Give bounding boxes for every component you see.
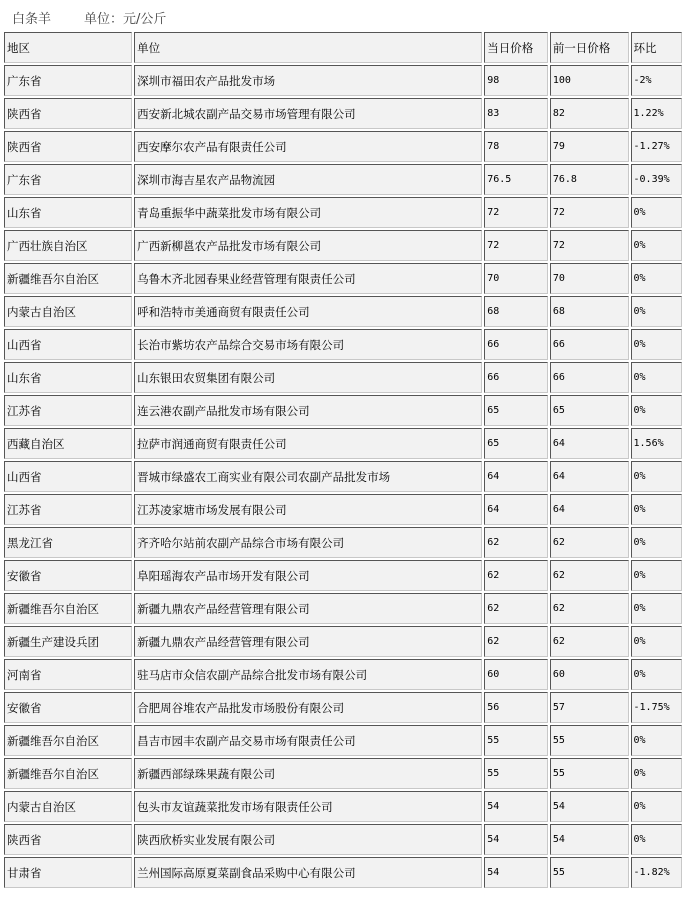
cell-previous-price: 55 [550,758,629,789]
cell-region: 陕西省 [4,824,132,855]
cell-unit: 新疆九鼎农产品经营管理有限公司 [134,593,482,624]
cell-region: 山西省 [4,461,132,492]
cell-region: 陕西省 [4,131,132,162]
column-header-region: 地区 [4,32,132,63]
cell-unit: 陕西欣桥实业发展有限公司 [134,824,482,855]
cell-today-price: 54 [484,857,548,888]
cell-change: 0% [631,296,682,327]
cell-previous-price: 79 [550,131,629,162]
cell-today-price: 76.5 [484,164,548,195]
cell-change: 0% [631,362,682,393]
cell-unit: 新疆西部绿珠果蔬有限公司 [134,758,482,789]
cell-previous-price: 60 [550,659,629,690]
cell-change: 0% [631,791,682,822]
cell-change: 0% [631,461,682,492]
cell-previous-price: 65 [550,395,629,426]
cell-today-price: 65 [484,428,548,459]
cell-today-price: 54 [484,791,548,822]
cell-today-price: 68 [484,296,548,327]
table-row [4,197,682,228]
cell-region: 新疆维吾尔自治区 [4,263,132,294]
table-row [4,593,682,624]
cell-previous-price: 55 [550,725,629,756]
cell-change: 0% [631,758,682,789]
table-row [4,65,682,96]
cell-unit: 山东银田农贸集团有限公司 [134,362,482,393]
cell-unit: 广西新柳邕农产品批发市场有限公司 [134,230,482,261]
cell-today-price: 65 [484,395,548,426]
cell-today-price: 72 [484,197,548,228]
cell-change: 1.22% [631,98,682,129]
cell-previous-price: 55 [550,857,629,888]
cell-previous-price: 82 [550,98,629,129]
table-row [4,527,682,558]
cell-unit: 昌吉市园丰农副产品交易市场有限责任公司 [134,725,482,756]
cell-unit: 拉萨市润通商贸有限责任公司 [134,428,482,459]
cell-unit: 兰州国际高原夏菜副食品采购中心有限公司 [134,857,482,888]
cell-unit: 阜阳瑶海农产品市场开发有限公司 [134,560,482,591]
cell-today-price: 98 [484,65,548,96]
table-row [4,824,682,855]
table-row [4,791,682,822]
cell-change: 0% [631,197,682,228]
cell-today-price: 55 [484,758,548,789]
cell-change: 0% [631,560,682,591]
cell-region: 山西省 [4,329,132,360]
cell-unit: 青岛重振华中蔬菜批发市场有限公司 [134,197,482,228]
table-row [4,758,682,789]
cell-unit: 西安新北城农副产品交易市场管理有限公司 [134,98,482,129]
table-row [4,98,682,129]
cell-unit: 江苏凌家塘市场发展有限公司 [134,494,482,525]
price-table [2,30,684,890]
cell-change: 0% [631,329,682,360]
cell-today-price: 64 [484,461,548,492]
cell-region: 内蒙古自治区 [4,791,132,822]
cell-region: 山东省 [4,362,132,393]
table-row [4,395,682,426]
cell-today-price: 60 [484,659,548,690]
cell-change: 0% [631,395,682,426]
cell-change: -1.75% [631,692,682,723]
cell-today-price: 66 [484,329,548,360]
cell-region: 广西壮族自治区 [4,230,132,261]
cell-change: 0% [631,659,682,690]
cell-previous-price: 62 [550,527,629,558]
cell-region: 安徽省 [4,692,132,723]
cell-today-price: 56 [484,692,548,723]
cell-unit: 晋城市绿盛农工商实业有限公司农副产品批发市场 [134,461,482,492]
cell-today-price: 62 [484,527,548,558]
cell-change: 0% [631,527,682,558]
cell-today-price: 70 [484,263,548,294]
table-row [4,131,682,162]
product-name: 白条羊 [12,12,52,27]
cell-unit: 齐齐哈尔站前农副产品综合市场有限公司 [134,527,482,558]
cell-change: 0% [631,725,682,756]
cell-change: 0% [631,626,682,657]
cell-region: 新疆生产建设兵团 [4,626,132,657]
cell-previous-price: 70 [550,263,629,294]
table-row [4,659,682,690]
cell-previous-price: 100 [550,65,629,96]
cell-previous-price: 72 [550,197,629,228]
table-row [4,263,682,294]
cell-region: 内蒙古自治区 [4,296,132,327]
cell-previous-price: 54 [550,791,629,822]
table-row [4,494,682,525]
cell-today-price: 64 [484,494,548,525]
cell-region: 陕西省 [4,98,132,129]
cell-change: 0% [631,230,682,261]
cell-unit: 驻马店市众信农副产品综合批发市场有限公司 [134,659,482,690]
unit-label: 单位：元/公斤 [84,12,167,27]
table-row [4,428,682,459]
cell-region: 新疆维吾尔自治区 [4,725,132,756]
cell-change: -1.27% [631,131,682,162]
column-header-previous-price: 前一日价格 [550,32,629,63]
cell-region: 安徽省 [4,560,132,591]
cell-region: 广东省 [4,164,132,195]
cell-region: 西藏自治区 [4,428,132,459]
cell-change: -2% [631,65,682,96]
cell-unit: 包头市友谊蔬菜批发市场有限责任公司 [134,791,482,822]
cell-change: 0% [631,593,682,624]
cell-previous-price: 64 [550,428,629,459]
cell-change: 0% [631,494,682,525]
table-row [4,857,682,888]
table-row [4,725,682,756]
cell-region: 河南省 [4,659,132,690]
cell-region: 新疆维吾尔自治区 [4,593,132,624]
table-row [4,329,682,360]
cell-previous-price: 64 [550,494,629,525]
cell-today-price: 62 [484,593,548,624]
column-header-unit: 单位 [134,32,482,63]
cell-unit: 长治市紫坊农产品综合交易市场有限公司 [134,329,482,360]
table-row [4,626,682,657]
cell-today-price: 78 [484,131,548,162]
cell-unit: 合肥周谷堆农产品批发市场股份有限公司 [134,692,482,723]
cell-previous-price: 72 [550,230,629,261]
cell-change: 1.56% [631,428,682,459]
cell-today-price: 62 [484,626,548,657]
cell-today-price: 62 [484,560,548,591]
cell-previous-price: 62 [550,626,629,657]
table-row [4,296,682,327]
cell-previous-price: 76.8 [550,164,629,195]
cell-region: 江苏省 [4,494,132,525]
cell-previous-price: 62 [550,593,629,624]
cell-previous-price: 54 [550,824,629,855]
cell-region: 山东省 [4,197,132,228]
cell-previous-price: 66 [550,362,629,393]
cell-unit: 深圳市福田农产品批发市场 [134,65,482,96]
table-row [4,461,682,492]
cell-unit: 西安摩尔农产品有限责任公司 [134,131,482,162]
table-row [4,164,682,195]
cell-today-price: 66 [484,362,548,393]
cell-change: 0% [631,263,682,294]
cell-previous-price: 68 [550,296,629,327]
cell-today-price: 72 [484,230,548,261]
cell-today-price: 83 [484,98,548,129]
title-bar [0,0,685,30]
cell-unit: 深圳市海吉星农产品物流园 [134,164,482,195]
cell-unit: 连云港农副产品批发市场有限公司 [134,395,482,426]
cell-previous-price: 64 [550,461,629,492]
table-header-row [4,32,682,63]
cell-change: -0.39% [631,164,682,195]
cell-previous-price: 62 [550,560,629,591]
cell-unit: 新疆九鼎农产品经营管理有限公司 [134,626,482,657]
table-row [4,230,682,261]
cell-unit: 乌鲁木齐北园春果业经营管理有限责任公司 [134,263,482,294]
column-header-change: 环比 [631,32,682,63]
cell-region: 江苏省 [4,395,132,426]
table-row [4,560,682,591]
cell-region: 黑龙江省 [4,527,132,558]
cell-today-price: 54 [484,824,548,855]
cell-change: -1.82% [631,857,682,888]
cell-previous-price: 66 [550,329,629,360]
cell-region: 新疆维吾尔自治区 [4,758,132,789]
table-row [4,362,682,393]
cell-change: 0% [631,824,682,855]
cell-region: 广东省 [4,65,132,96]
cell-today-price: 55 [484,725,548,756]
cell-region: 甘肃省 [4,857,132,888]
cell-previous-price: 57 [550,692,629,723]
table-row [4,692,682,723]
cell-unit: 呼和浩特市美通商贸有限责任公司 [134,296,482,327]
column-header-today-price: 当日价格 [484,32,548,63]
